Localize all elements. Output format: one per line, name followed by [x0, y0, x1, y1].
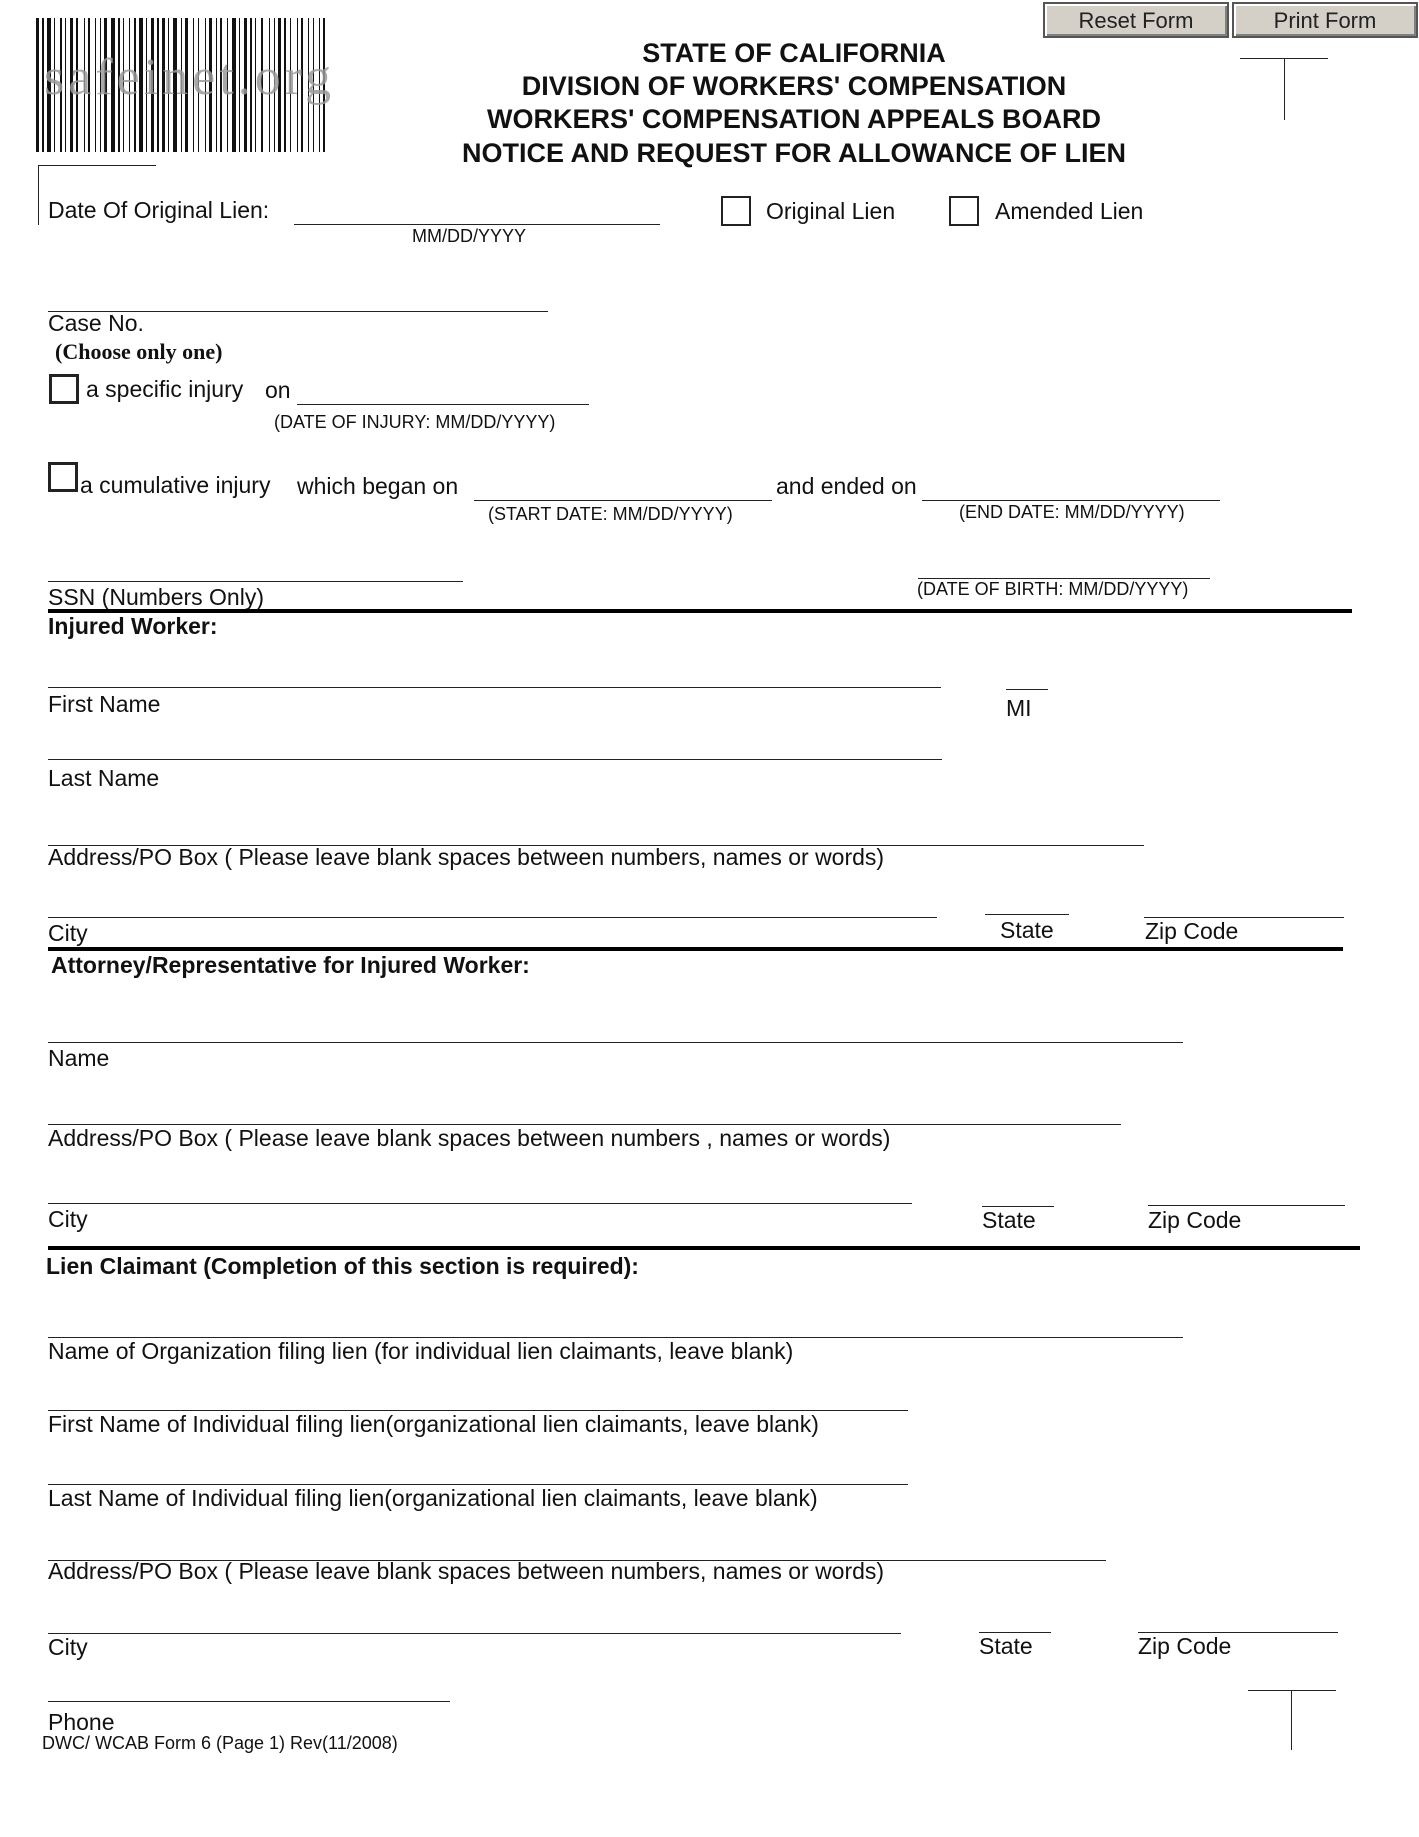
claimant-phone-label: Phone [48, 1709, 115, 1735]
injured-worker-heading: Injured Worker: [48, 613, 218, 639]
section-divider [48, 947, 1343, 951]
claimant-address-label: Address/PO Box ( Please leave blank spaces between numbers, names or words) [48, 1558, 885, 1584]
worker-state-label: State [1000, 917, 1054, 943]
header-line-2: DIVISION OF WORKERS' COMPENSATION [521, 71, 1067, 101]
worker-city-field[interactable] [48, 917, 937, 918]
corner-mark-left [38, 165, 156, 166]
attorney-city-label: City [48, 1206, 88, 1232]
claimant-last-name-label: Last Name of Individual filing lien(organizational lien claimants, leave blank) [48, 1485, 818, 1511]
section-divider [48, 1246, 1360, 1250]
ssn-label: SSN (Numbers Only) [48, 584, 264, 610]
claimant-zip-label: Zip Code [1138, 1633, 1232, 1659]
date-format-hint: MM/DD/YYYY [412, 226, 527, 246]
attorney-state-label: State [982, 1207, 1036, 1233]
attorney-name-label: Name [48, 1045, 110, 1071]
worker-first-name-label: First Name [48, 691, 161, 717]
cumulative-injury-checkbox[interactable] [48, 462, 78, 492]
attorney-zip-label: Zip Code [1148, 1207, 1242, 1233]
attorney-name-field[interactable] [48, 1042, 1183, 1043]
worker-zip-label: Zip Code [1145, 918, 1239, 944]
claimant-phone-field[interactable] [48, 1701, 450, 1702]
claimant-state-label: State [979, 1633, 1033, 1659]
corner-mark-bottom-stem [1291, 1690, 1292, 1750]
header-line-4: NOTICE AND REQUEST FOR ALLOWANCE OF LIEN [462, 138, 1126, 168]
date-of-original-lien-label: Date Of Original Lien: [48, 197, 270, 223]
claimant-first-name-label: First Name of Individual filing lien(organizational lien claimants, leave blank) [48, 1411, 819, 1437]
watermark-text: safeinet.org [44, 49, 336, 106]
section-divider [48, 609, 1352, 613]
ssn-field[interactable] [48, 581, 463, 582]
end-date-field[interactable] [922, 500, 1220, 501]
began-on-label: which began on [297, 473, 459, 499]
worker-last-name-label: Last Name [48, 765, 160, 791]
start-date-field[interactable] [474, 500, 772, 501]
amended-lien-checkbox[interactable] [949, 196, 979, 226]
reset-form-button[interactable]: Reset Form [1043, 2, 1229, 38]
attorney-zip-field[interactable] [1148, 1205, 1345, 1206]
worker-first-name-field[interactable] [48, 687, 941, 688]
amended-lien-label: Amended Lien [995, 198, 1144, 224]
date-of-birth-hint: (DATE OF BIRTH: MM/DD/YYYY) [917, 579, 1189, 599]
attorney-address-label: Address/PO Box ( Please leave blank spaces between numbers , names or words) [48, 1125, 891, 1151]
claimant-city-field[interactable] [48, 1633, 901, 1634]
specific-injury-on-label: on [265, 377, 291, 403]
original-lien-label: Original Lien [766, 198, 896, 224]
cumulative-injury-label: a cumulative injury [80, 472, 271, 498]
corner-mark-top-stem [1284, 58, 1285, 120]
choose-only-one-label: (Choose only one) [55, 339, 223, 364]
form-id-footer: DWC/ WCAB Form 6 (Page 1) Rev(11/2008) [42, 1733, 398, 1753]
attorney-city-field[interactable] [48, 1203, 912, 1204]
start-date-hint: (START DATE: MM/DD/YYYY) [488, 504, 733, 524]
corner-mark-bottom [1248, 1690, 1336, 1691]
print-form-button[interactable]: Print Form [1232, 2, 1418, 38]
case-no-label: Case No. [48, 310, 144, 336]
header-line-3: WORKERS' COMPENSATION APPEALS BOARD [487, 104, 1101, 134]
specific-injury-checkbox[interactable] [49, 374, 79, 404]
worker-last-name-field[interactable] [48, 759, 942, 760]
date-of-injury-field[interactable] [297, 404, 589, 405]
date-of-original-lien-field[interactable] [294, 224, 660, 225]
worker-city-label: City [48, 920, 88, 946]
lien-claimant-heading: Lien Claimant (Completion of this section is required): [46, 1253, 639, 1279]
date-of-injury-hint: (DATE OF INJURY: MM/DD/YYYY) [274, 412, 556, 432]
attorney-heading: Attorney/Representative for Injured Worker: [51, 952, 530, 978]
end-date-hint: (END DATE: MM/DD/YYYY) [959, 502, 1185, 522]
claimant-org-name-label: Name of Organization filing lien (for individual lien claimants, leave blank) [48, 1338, 794, 1364]
specific-injury-label: a specific injury [86, 376, 244, 402]
worker-mi-label: MI [1006, 695, 1032, 721]
worker-state-field[interactable] [985, 914, 1069, 915]
claimant-city-label: City [48, 1634, 88, 1660]
worker-address-label: Address/PO Box ( Please leave blank spaces between numbers, names or words) [48, 844, 885, 870]
header-line-1: STATE OF CALIFORNIA [642, 38, 946, 68]
worker-mi-field[interactable] [1006, 689, 1048, 690]
ended-on-label: and ended on [776, 473, 917, 499]
corner-mark-left-stem [38, 165, 39, 225]
original-lien-checkbox[interactable] [721, 196, 751, 226]
